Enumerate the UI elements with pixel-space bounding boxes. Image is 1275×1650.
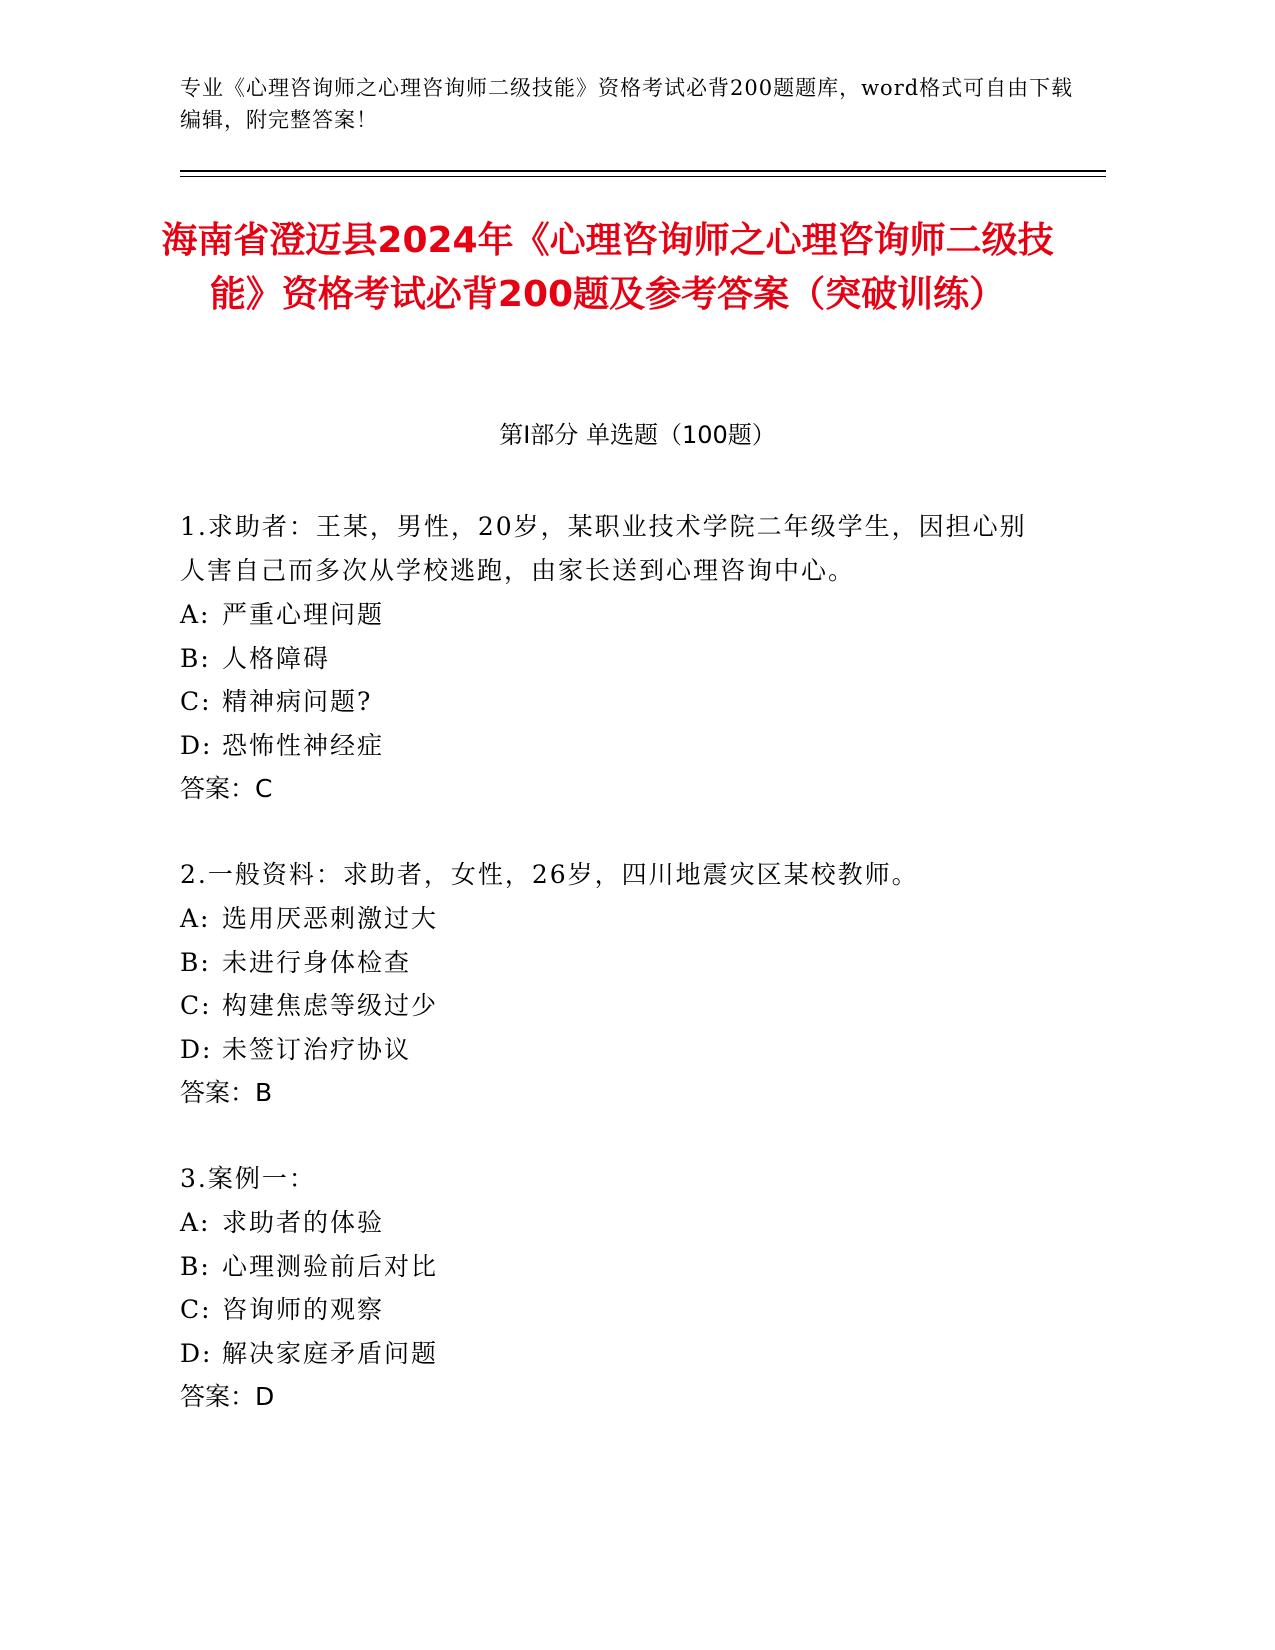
option-text: 未进行身体检查	[222, 947, 412, 977]
option-text: 恐怖性神经症	[222, 730, 385, 760]
option-text: 精神病问题?	[222, 687, 373, 716]
option-c	[180, 984, 1040, 1028]
option-letter: B:	[180, 947, 211, 977]
option-letter: A:	[180, 600, 211, 629]
option-letter: A:	[180, 1208, 211, 1237]
option-letter: D:	[180, 1338, 213, 1368]
question-1	[180, 505, 1040, 811]
option-d	[180, 1332, 1040, 1376]
option-text: 咨询师的观察	[222, 1295, 385, 1324]
section-title: 第Ⅰ部分 单选题（100题）	[499, 421, 776, 449]
option-text: 人格障碍	[222, 643, 331, 673]
answer-line: 答案：D	[180, 1382, 275, 1411]
option-text: 选用厌恶刺激过大	[222, 904, 439, 933]
option-text: 构建焦虑等级过少	[222, 991, 439, 1020]
option-text: 严重心理问题	[222, 600, 385, 629]
option-letter: B:	[180, 643, 211, 673]
option-a	[180, 1201, 1040, 1245]
option-text: 解决家庭矛盾问题	[222, 1338, 439, 1368]
answer-line: 答案：C	[180, 774, 273, 803]
header-rule-thin	[180, 176, 1106, 177]
option-d	[180, 1028, 1040, 1072]
question-stem: 2.一般资料：求助者，女性，26岁，四川地震灾区某校教师。	[180, 860, 919, 889]
option-letter: C:	[180, 991, 212, 1020]
option-letter: A:	[180, 904, 211, 933]
option-b	[180, 941, 1040, 985]
option-d	[180, 724, 1040, 768]
option-a	[180, 593, 1040, 637]
question-stem: 3.案例一：	[180, 1164, 316, 1193]
option-text: 求助者的体验	[222, 1208, 385, 1237]
option-letter: D:	[180, 730, 213, 760]
option-letter: C:	[180, 687, 212, 716]
option-text: 未签订治疗协议	[222, 1034, 412, 1064]
header-note: 专业《心理咨询师之心理咨询师二级技能》资格考试必背200题题库，word格式可自由下载编辑，附完整答案！	[180, 76, 1074, 132]
header-rule-thick	[180, 170, 1106, 172]
question-2	[180, 853, 1040, 1115]
question-3	[180, 1157, 1040, 1419]
option-text: 心理测验前后对比	[222, 1251, 439, 1281]
option-b	[180, 1245, 1040, 1289]
answer-line: 答案：B	[180, 1078, 273, 1107]
option-a	[180, 897, 1040, 941]
option-letter: D:	[180, 1034, 213, 1064]
option-letter: C:	[180, 1295, 212, 1324]
option-c	[180, 1288, 1040, 1332]
option-c	[180, 680, 1040, 724]
document-title: 海南省澄迈县2024年《心理咨询师之心理咨询师二级技能》资格考试必背200题及参考答案（突破训练）	[161, 220, 1054, 315]
question-stem: 1.求助者：王某，男性，20岁，某职业技术学院二年级学生，因担心别人害自己而多次从学校逃跑，由家长送到心理咨询中心。	[180, 512, 1027, 585]
question-list	[180, 505, 1040, 1461]
option-b	[180, 637, 1040, 681]
option-letter: B:	[180, 1251, 211, 1281]
